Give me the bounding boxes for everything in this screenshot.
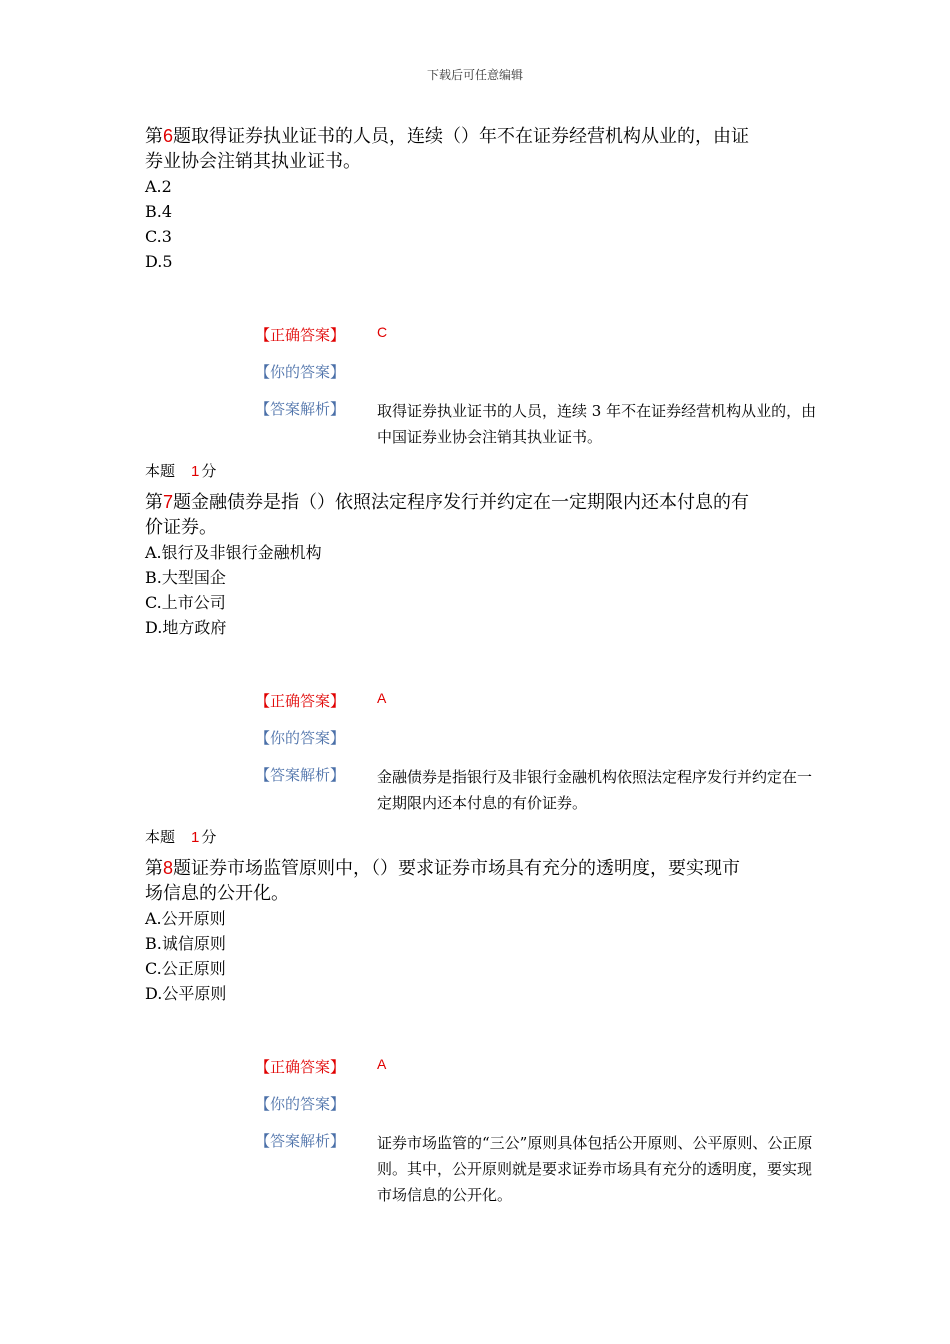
question-text-line2: 场信息的公开化。	[145, 883, 289, 904]
option-b: B.大型国企	[145, 568, 226, 587]
correct-answer-label: 【正确答案】	[255, 326, 346, 344]
score-suffix: 分	[201, 828, 217, 846]
question-number: 6	[163, 126, 174, 146]
analysis-text: 金融债券是指银行及非银行金融机构依照法定程序发行并约定在一定期限内还本付息的有价证券。	[377, 768, 813, 812]
analysis-text: 取得证券执业证书的人员，连续 3 年不在证券经营机构从业的，由中国证券业协会注销其执业证书。	[377, 402, 817, 446]
option-a: A.公开原则	[145, 909, 226, 928]
answer-block-7	[255, 690, 825, 816]
question-6	[145, 124, 815, 274]
correct-answer-value: A	[377, 690, 387, 706]
option-d: D.5	[145, 252, 173, 271]
analysis-label: 【答案解析】	[255, 766, 346, 784]
question-text-line1: 题取得证券执业证书的人员，连续（）年不在证券经营机构从业的，由证	[173, 126, 750, 147]
analysis-label: 【答案解析】	[255, 400, 346, 418]
question-number: 7	[163, 492, 174, 512]
score-line	[145, 460, 815, 482]
page-header: 下载后可任意编辑	[426, 68, 523, 82]
answer-block-6	[255, 324, 825, 450]
question-text-line2: 券业协会注销其执业证书。	[145, 151, 361, 172]
option-c: C.3	[145, 227, 172, 246]
option-b: B.4	[145, 202, 173, 221]
your-answer-label: 【你的答案】	[255, 363, 346, 381]
your-answer-label: 【你的答案】	[255, 1095, 346, 1113]
question-8	[145, 826, 815, 1006]
question-7	[145, 460, 815, 640]
question-title	[145, 124, 815, 174]
question-number: 8	[163, 858, 174, 878]
question-title	[145, 856, 815, 906]
option-d: D.公平原则	[145, 984, 227, 1003]
option-a: A.2	[145, 177, 172, 196]
question-text-line2: 价证券。	[145, 517, 217, 538]
option-c: C.上市公司	[145, 593, 226, 612]
option-d: D.地方政府	[145, 618, 227, 637]
question-prefix: 第	[145, 858, 163, 879]
question-prefix: 第	[145, 492, 163, 513]
correct-answer-label: 【正确答案】	[255, 1058, 346, 1076]
score-prefix: 本题	[145, 462, 176, 480]
correct-answer-value: A	[377, 1056, 387, 1072]
option-b: B.诚信原则	[145, 934, 226, 953]
answer-block-8	[255, 1056, 825, 1208]
question-prefix: 第	[145, 126, 163, 147]
score-number: 1	[191, 829, 200, 846]
correct-answer-value: C	[377, 324, 388, 340]
score-prefix: 本题	[145, 828, 176, 846]
score-line	[145, 826, 815, 848]
analysis-label: 【答案解析】	[255, 1132, 346, 1150]
analysis-text: 证券市场监管的“三公”原则具体包括公开原则、公平原则、公正原则。其中，公开原则就是要求证券市场具有充分的透明度，要实现市场信息的公开化。	[377, 1134, 813, 1204]
question-text-line1: 题金融债券是指（）依照法定程序发行并约定在一定期限内还本付息的有	[173, 492, 750, 513]
your-answer-label: 【你的答案】	[255, 729, 346, 747]
score-number: 1	[191, 463, 200, 480]
question-title	[145, 490, 815, 540]
option-a: A.银行及非银行金融机构	[145, 543, 322, 562]
score-suffix: 分	[201, 462, 217, 480]
correct-answer-label: 【正确答案】	[255, 692, 346, 710]
question-text-line1: 题证券市场监管原则中，（）要求证券市场具有充分的透明度，要实现市	[173, 858, 741, 879]
option-c: C.公正原则	[145, 959, 226, 978]
